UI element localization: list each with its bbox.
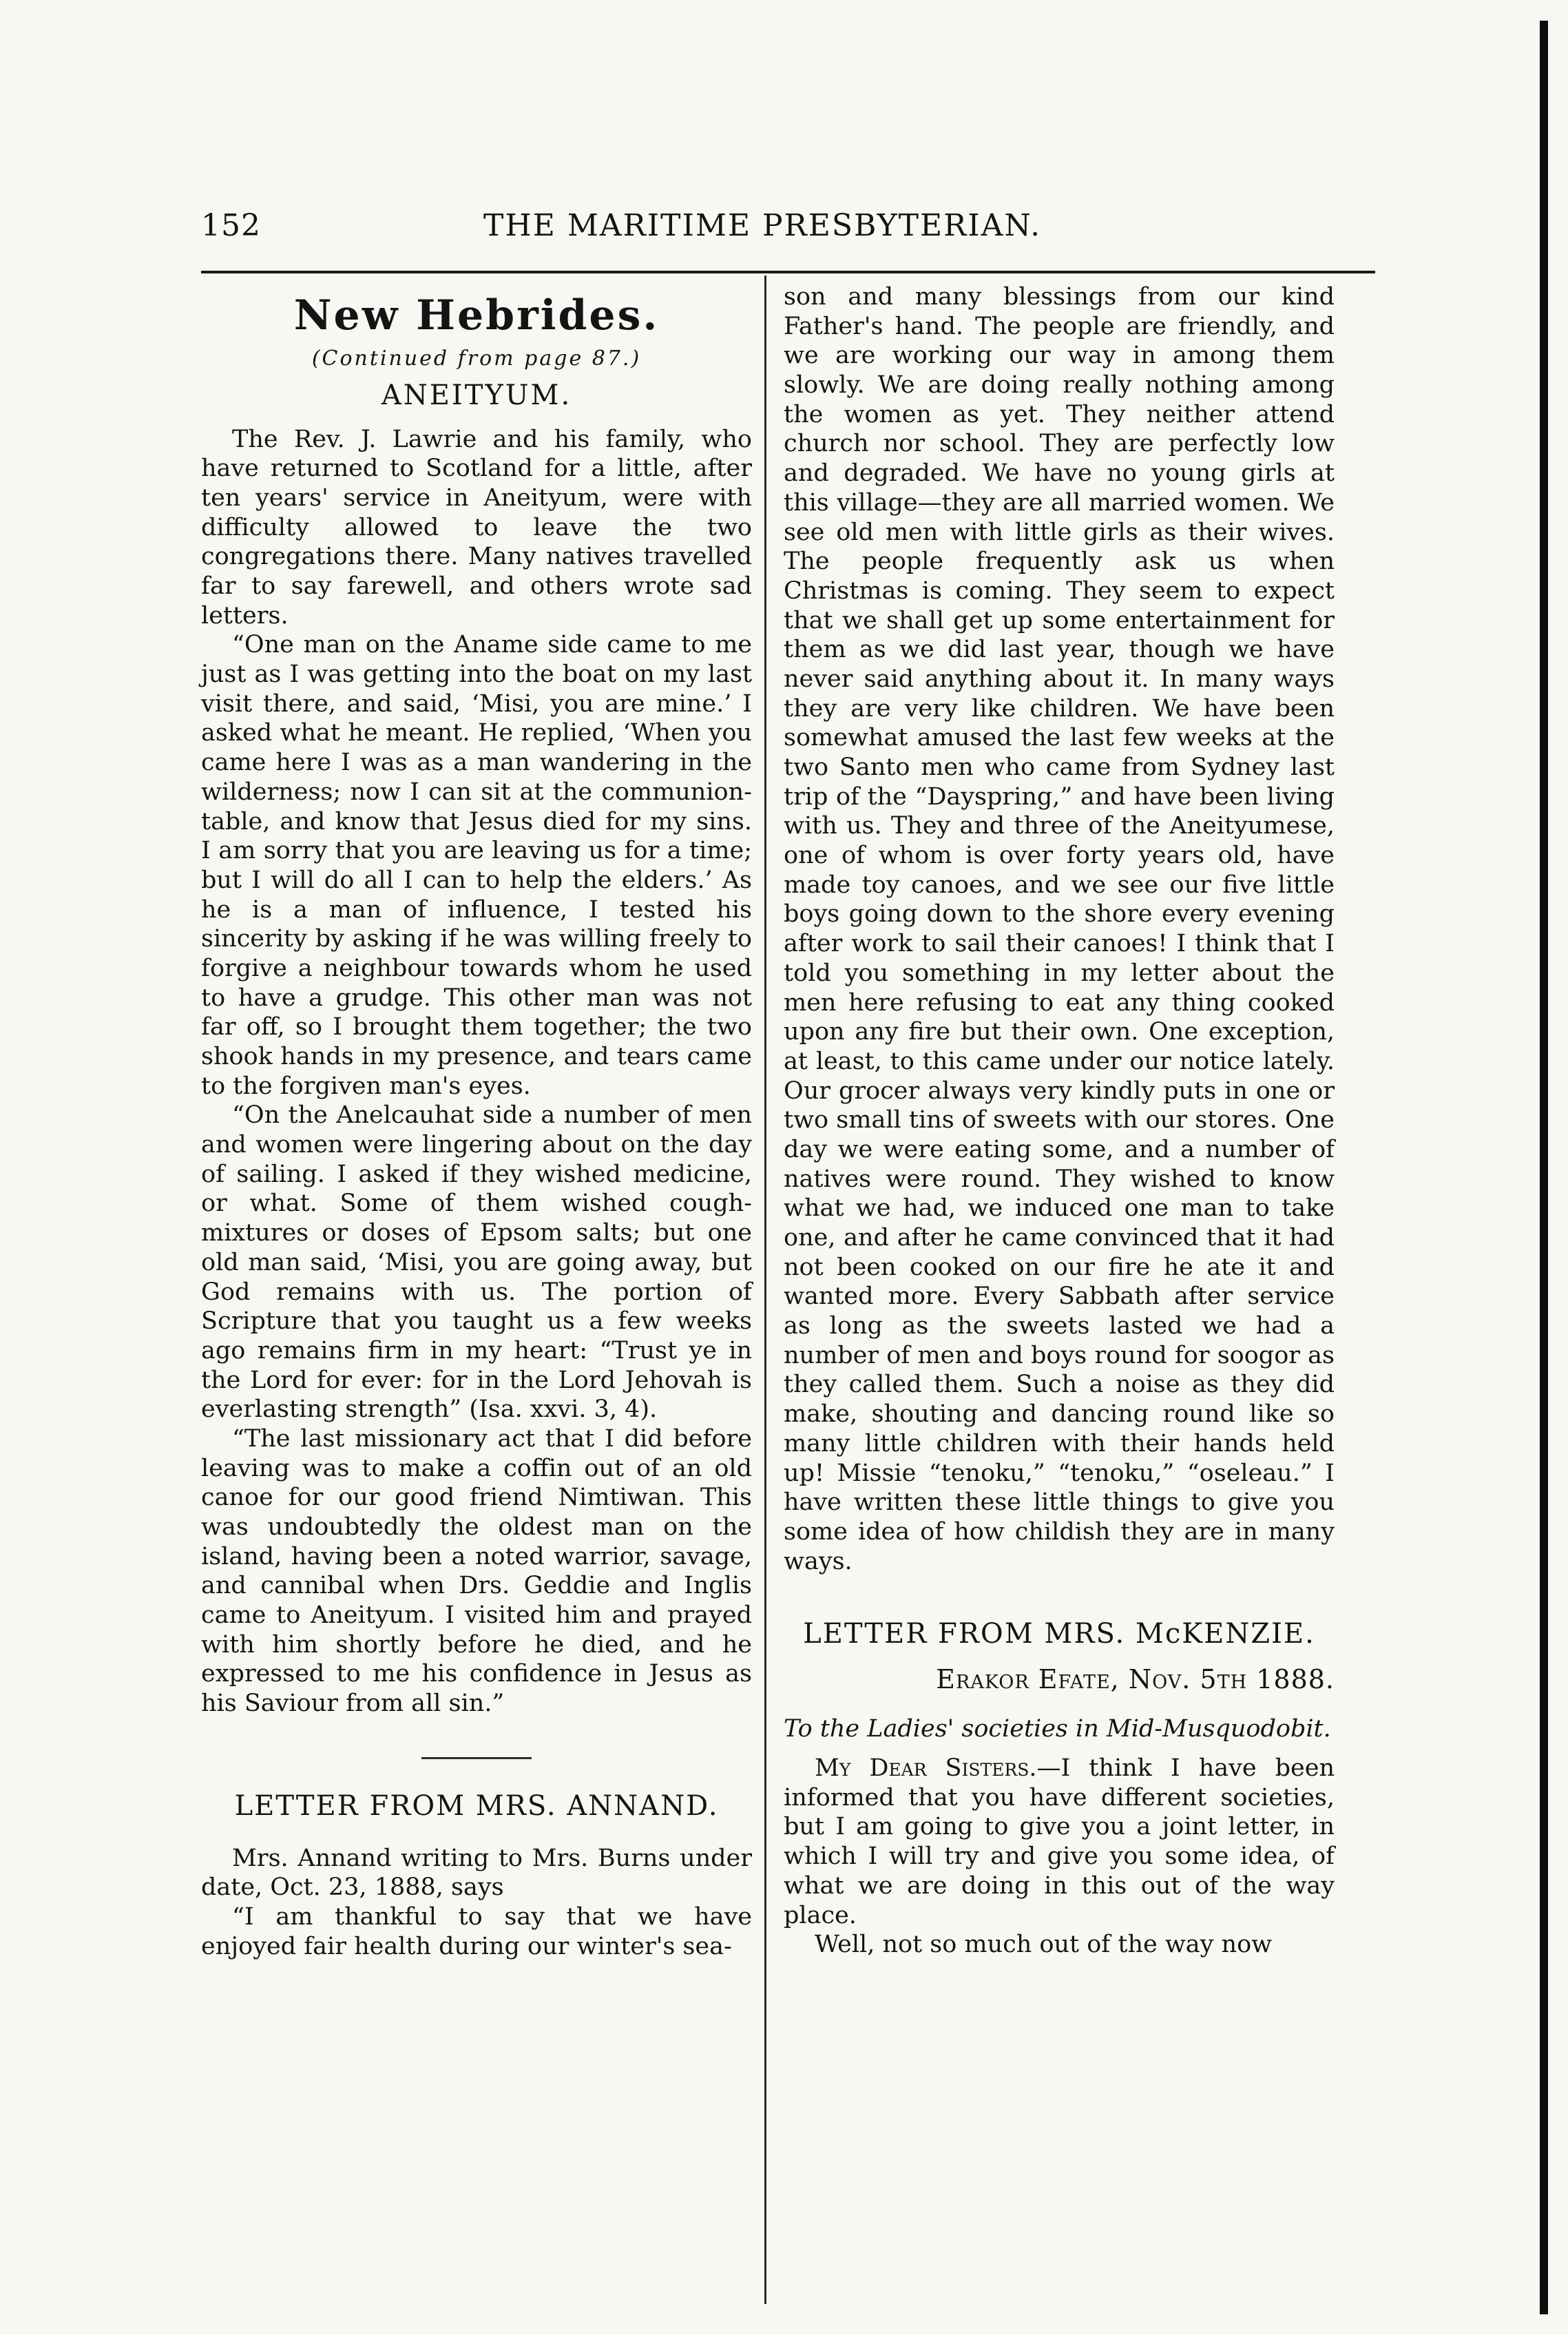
running-head <box>201 208 1375 249</box>
letter-heading: LETTER FROM MRS. McKENZIE. <box>803 1618 1315 1650</box>
addressee: To the Ladies' societies in Mid-Musquodobit. <box>784 1715 1331 1743</box>
subheading: ANEITYUM. <box>381 379 572 411</box>
paragraph: “The last missionary act that I did before leaving was to make a coffin out of an old canoe for our good friend Nimtiwan. This was undoubtedly the oldest man on the island, having been a noted warrior, savage, and cannibal when Drs. Geddie and Inglis came to Aneityum. I visited him and prayed with him shortly before he died, and he expressed to me his confidence in Jesus as his Saviour from all sin.” <box>201 1424 752 1718</box>
letter-last-line: Well, not so much out of the way now <box>815 1931 1273 1959</box>
greeting: My Dear Sisters. <box>815 1754 1037 1783</box>
letter-body: “I am thankful to say that we have enjoyed fair health during our winter's sea- <box>201 1903 752 1960</box>
page-number: 152 <box>201 208 261 243</box>
dateline <box>784 1663 1335 1695</box>
left-column <box>201 282 752 1961</box>
paragraph: The Rev. J. Lawrie and his family, who have returned to Scotland for a little, after ten years' service in Aneityum, were with difficulty allowed to leave the two congregations there. Many natives travelled far to say farewell, and others wrote sad letters. <box>201 425 752 630</box>
letter-body <box>784 1754 1335 1930</box>
section-heading: New Hebrides. <box>293 291 660 340</box>
letter-body-text: —I think I have been informed that you have different societies, but I am going to give you a joint letter, in which I will try and give you some idea, of what we are doing in this out of the way place. <box>784 1754 1335 1929</box>
paragraph: “One man on the Aname side came to me just as I was getting into the boat on my last visit there, and said, ‘Misi, you are mine.’ I asked what he meant. He replied, ‘When you came here I was as a man wandering in the wilderness; now I can sit at the communion-table, and know that Jesus died for my sins. I am sorry that you are leaving us for a time; but I will do all I can to help the elders.’ As he is a man of influence, I tested his sincerity by asking if he was willing freely to forgive a neighbour towards whom he used to have a grudge. This other man was not far off, so I brought them together; the two shook hands in my presence, and tears came to the forgiven man's eyes. <box>201 631 752 1100</box>
column-divider <box>764 276 766 2304</box>
paragraph: “On the Anelcauhat side a number of men and women were lingering about on the day of sailing. I asked if they wished medicine, or what. Some of them wished cough-mixtures or doses of Epsom salts; but one old man said, ‘Misi, you are going away, but God remains with us. The portion of Scripture that you taught us a few weeks ago remains firm in my heart: “Trust ye in the Lord for ever: for in the Lord Jehovah is everlasting strength” (Isa. xxvi. 3, 4). <box>201 1101 752 1424</box>
letter-intro: Mrs. Annand writing to Mrs. Burns under date, Oct. 23, 1888, says <box>201 1844 752 1902</box>
page-edge-rule <box>1540 21 1548 2314</box>
journal-title: THE MARITIME PRESBYTERIAN. <box>483 208 1042 243</box>
continued-note: (Continued from page 87.) <box>311 346 642 371</box>
continued-paragraph: son and many blessings from our kind Father's hand. The people are friendly, and we are working our way in among them slowly. We are doing really nothing among the women as yet. They neither attend church nor school. They are perfectly low and degraded. We have no young girls at this village—they are all married women. We see old men with little girls as their wives. The people frequently ask us when Christmas is coming. They seem to expect that we shall get up some entertainment for them as we did last year, though we have never said anything about it. In many ways they are very like children. We have been somewhat amused the last few weeks at the two Santo men who came from Sydney last trip of the “Dayspring,” and have been living with us. They and three of the Aneityumese, one of whom is over forty years old, have made toy canoes, and we see our five little boys going down to the shore every evening after work to sail their canoes! I think that I told you something in my letter about the men here refusing to eat any thing cooked upon any fire but their own. One exception, at least, to this came under our notice lately. Our grocer always very kindly puts in one or two small tins of sweets with our stores. One day we were eating some, and a number of natives were round. They wished to know what we had, we induced one man to take one, and after he came convinced that it had not been cooked on our fire he ate it and wanted more. Every Sabbath after service as long as the sweets lasted we had a number of men and boys round for soogor as they called them. Such a noise as they did make, shouting and dancing round like so many little children with their hands held up! Missie “tenoku,” “tenoku,” “oseleau.” I have written these little things to give you some idea of how childish they are in many ways. <box>784 283 1335 1575</box>
section-separator <box>421 1757 532 1759</box>
header-rule <box>201 271 1375 273</box>
right-column <box>784 282 1335 1960</box>
letter-heading: LETTER FROM MRS. ANNAND. <box>234 1789 719 1822</box>
dateline-text: Erakor Efate, Nov. 5th 1888. <box>936 1664 1335 1695</box>
